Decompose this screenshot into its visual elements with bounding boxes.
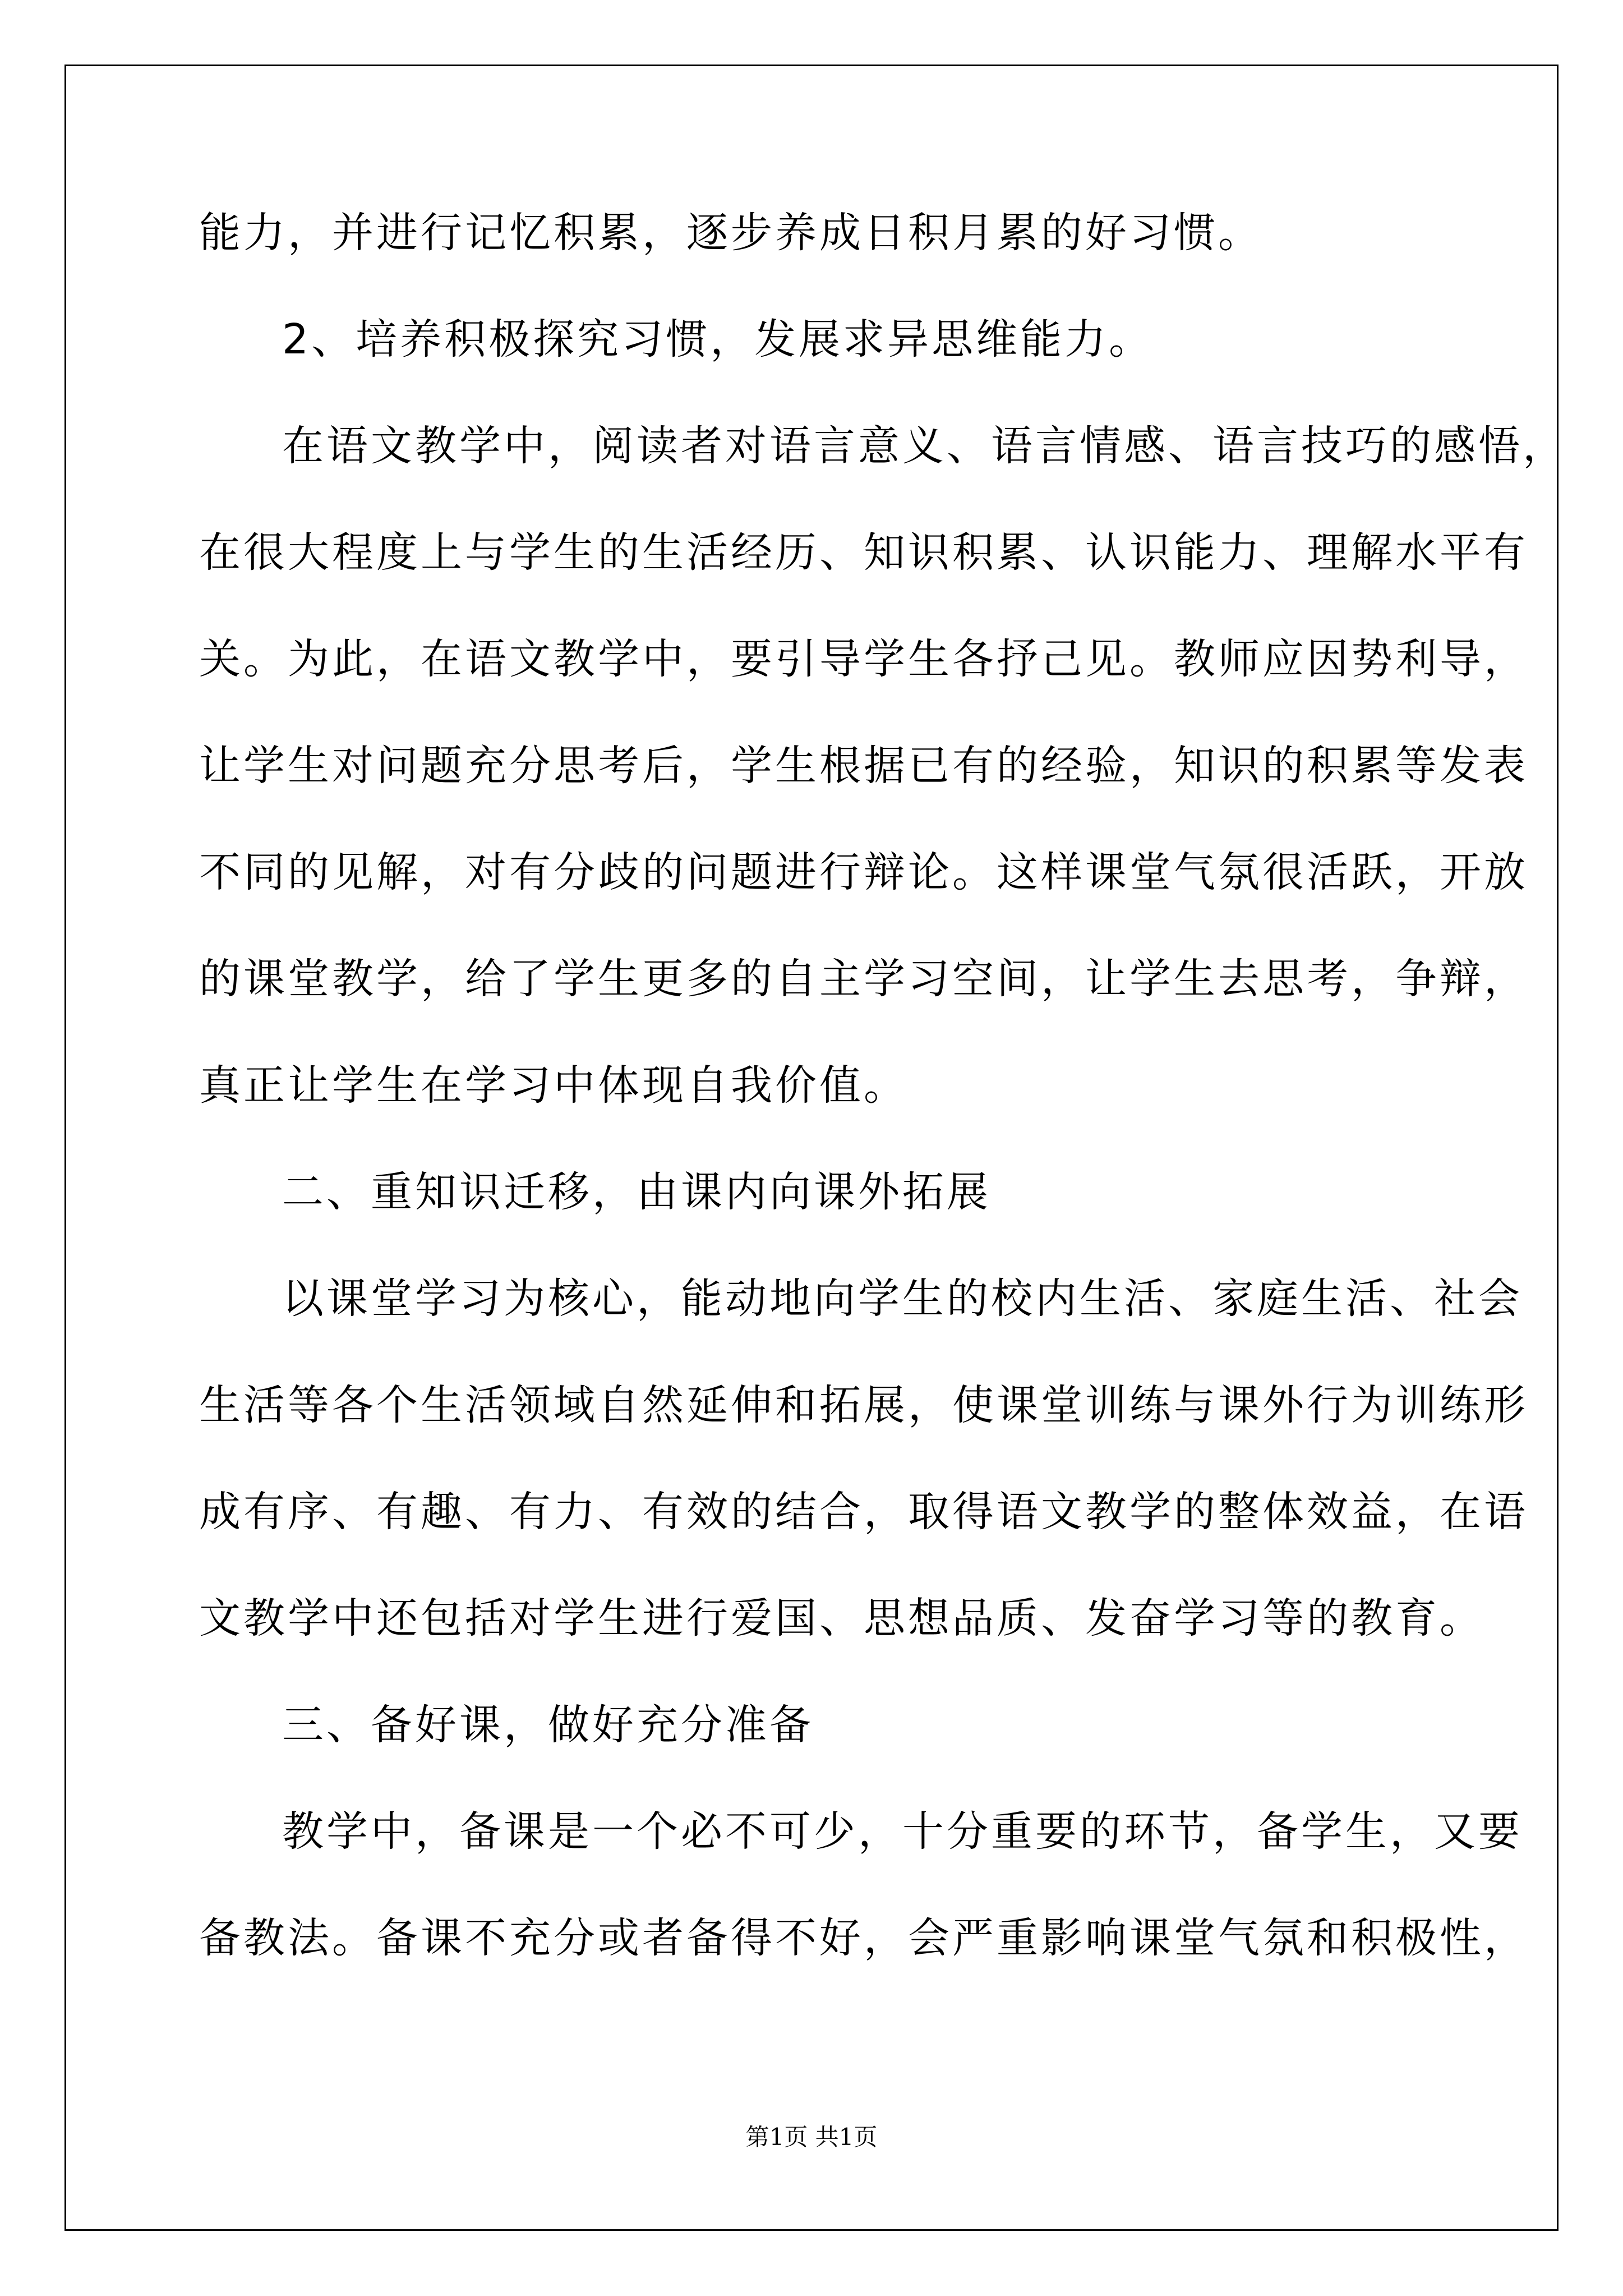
- section-heading: 三、备好课，做好充分准备: [282, 1701, 814, 1749]
- body-line: 在很大程度上与学生的生活经历、知识积累、认识能力、理解水平有: [199, 528, 1528, 577]
- body-line: 真正让学生在学习中体现自我价值。: [199, 1061, 908, 1110]
- body-line: 关。为此，在语文教学中，要引导学生各抒己见。教师应因势利导，: [199, 635, 1528, 683]
- body-line: 备教法。备课不充分或者备得不好，会严重影响课堂气氛和积极性，: [199, 1914, 1528, 1962]
- body-line: 成有序、有趣、有力、有效的结合，取得语文教学的整体效益，在语: [199, 1488, 1528, 1536]
- body-line: 在语文教学中，阅读者对语言意义、语言情感、语言技巧的感悟，: [282, 422, 1567, 470]
- body-line: 教学中，备课是一个必不可少，十分重要的环节，备学生，又要: [282, 1807, 1523, 1856]
- body-line: 能力，并进行记忆积累，逐步养成日积月累的好习惯。: [199, 209, 1262, 257]
- section-heading: 二、重知识迁移，由课内向课外拓展: [282, 1168, 991, 1216]
- body-line: 以课堂学习为核心，能动地向学生的校内生活、家庭生活、社会: [282, 1274, 1523, 1323]
- body-line: 的课堂教学，给了学生更多的自主学习空间，让学生去思考，争辩，: [199, 955, 1528, 1003]
- page-number-footer: 第1页 共1页: [745, 2123, 878, 2151]
- body-line: 让学生对问题充分思考后，学生根据已有的经验，知识的积累等发表: [199, 742, 1528, 790]
- body-line: 生活等各个生活领域自然延伸和拓展，使课堂训练与课外行为训练形: [199, 1381, 1528, 1429]
- page-border: [64, 65, 1559, 2231]
- body-line: 2、培养积极探究习惯，发展求异思维能力。: [282, 315, 1154, 364]
- body-line: 文教学中还包括对学生进行爱国、思想品质、发奋学习等的教育。: [199, 1594, 1484, 1642]
- body-line: 不同的见解，对有分歧的问题进行辩论。这样课堂气氛很活跃，开放: [199, 848, 1528, 896]
